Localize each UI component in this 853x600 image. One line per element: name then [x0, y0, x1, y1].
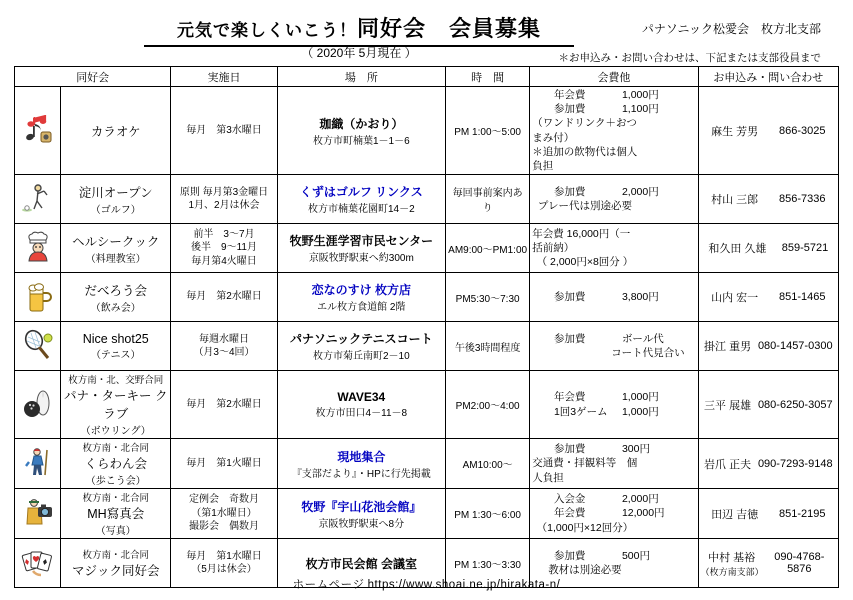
club-fee-label: 年会費 [553, 89, 586, 101]
club-fee-amount: コート代見合い [611, 347, 685, 360]
club-fee-line [532, 390, 695, 404]
club-fee-line [532, 116, 695, 144]
club-icon-cell [15, 273, 61, 322]
club-fee-amount: 1,000円 [621, 89, 659, 101]
club-date-cell [171, 371, 277, 439]
contact-person [711, 506, 758, 522]
club-place-name: パナソニックテニスコート [289, 332, 433, 347]
contact-phone: 851-1465 [779, 291, 826, 304]
club-date-line: 毎月 第1火曜日 [186, 457, 262, 469]
club-place-name: 牧野『宇山花池会館』 [301, 499, 422, 514]
club-name: だべろう会 [84, 283, 147, 298]
club-name-sub: （料理教室） [85, 253, 146, 265]
club-place-address: 枚方市田口4－11－8 [315, 408, 408, 420]
contact-row [701, 338, 836, 354]
club-date-line: 毎月 第3水曜日 [186, 124, 262, 136]
club-place-cell [277, 371, 445, 439]
contact-name: 岩爪 正夫 [704, 458, 752, 471]
club-place-address: 枚方市町楠葉1－1－6 [312, 135, 410, 147]
contact-name: 掛江 重男 [704, 341, 752, 354]
club-icon-cell [15, 224, 61, 273]
organization-name: パナソニック松愛会 枚方北支部 [641, 22, 821, 36]
club-name-prefix: 枚方南・北合同 [82, 493, 149, 505]
club-icon-cell [15, 322, 61, 371]
club-fee-label: 年会費 [553, 507, 586, 520]
club-fee-line [532, 506, 695, 520]
club-fee-amount [644, 145, 696, 173]
club-date-line: （月3～4回） [193, 347, 255, 359]
club-icon-cell [15, 489, 61, 539]
club-date-cell [171, 175, 277, 224]
contact-row [701, 289, 836, 305]
table-row [15, 439, 839, 489]
contact-row [701, 191, 836, 207]
club-contact-cell [698, 489, 838, 539]
contact-person [711, 123, 758, 139]
club-name-prefix: 枚方南・北合同 [82, 443, 149, 455]
contact-row [701, 506, 836, 522]
table-row [15, 175, 839, 224]
club-time-cell [446, 175, 530, 224]
contact-phone: 859-5721 [781, 242, 829, 255]
club-place-address: 京阪牧野駅東へ8分 [318, 518, 405, 530]
club-fee-cell [530, 273, 698, 322]
club-contact-cell [698, 87, 838, 175]
club-fee-label: プレー代は別途必要 [537, 200, 632, 213]
club-fee-cell [530, 322, 698, 371]
club-fee-amount: 3,800円 [621, 290, 659, 303]
club-place-cell [277, 273, 445, 322]
club-fee-amount: ボール代 [621, 332, 664, 345]
club-date-cell [171, 273, 277, 322]
club-fee-label: 参加費 [553, 443, 586, 456]
club-date-line: 毎週水曜日 [199, 333, 249, 345]
club-icon-cell [15, 175, 61, 224]
club-fee-amount [638, 199, 690, 213]
club-time-cell [446, 224, 530, 273]
contact-row [701, 240, 836, 256]
contact-person [704, 338, 751, 354]
hiker-icon [17, 445, 58, 482]
contact-person [704, 456, 751, 472]
club-fee-label: （ 2,000円×8回分 ） [536, 256, 634, 269]
contact-person [711, 191, 758, 207]
club-place-name: WAVE34 [337, 390, 386, 405]
club-contact-cell [698, 439, 838, 489]
club-place-name: 枚方市民会館 会議室 [305, 556, 417, 571]
club-fee-label: 年会費 16,000円（一括前納） [532, 227, 631, 254]
club-fee-cell [530, 489, 698, 539]
club-time-cell [446, 489, 530, 539]
club-name: カラオケ [90, 124, 141, 139]
club-place-cell [277, 489, 445, 539]
club-fee-label: 参加費 [553, 103, 586, 116]
club-date-line: （5月は休会） [191, 564, 257, 576]
club-fee-line [532, 346, 695, 360]
contact-phone: 080-1457-0300 [757, 340, 833, 353]
table-row [15, 224, 839, 273]
club-time: PM 1:30～6:00 [454, 510, 521, 522]
contact-row [701, 397, 836, 413]
contact-person [701, 549, 763, 578]
beer-icon [17, 279, 58, 316]
table-row [15, 273, 839, 322]
club-fee-amount: 2,000円 [621, 185, 659, 198]
column-header-contact: お申込み・問い合わせ [698, 67, 838, 87]
club-place-cell [277, 224, 445, 273]
contact-phone: 856-7336 [779, 193, 826, 206]
club-date-line: 1月、2月は休会 [188, 200, 260, 212]
column-header-date: 実施日 [171, 67, 277, 87]
club-name-cell [61, 87, 171, 175]
club-place-name: 珈織（かおり） [319, 116, 404, 131]
club-time-cell [446, 371, 530, 439]
contact-name: 村山 三郎 [711, 194, 759, 207]
club-name-cell [61, 175, 171, 224]
contact-name: 山内 宏一 [711, 292, 759, 305]
club-name: マジック同好会 [71, 564, 160, 579]
club-fee-label [543, 346, 605, 360]
club-date-cell [171, 439, 277, 489]
club-place-name: 恋なのすけ 枚方店 [311, 283, 411, 298]
contact-name: 三平 展雄 [704, 399, 752, 412]
contact-row [701, 123, 836, 139]
club-time-cell [446, 322, 530, 371]
table-row [15, 371, 839, 439]
club-fee-line [532, 199, 695, 213]
club-time: 午後3時間程度 [454, 342, 521, 354]
page-title [134, 12, 584, 43]
club-contact-cell [698, 371, 838, 439]
club-date-cell [171, 87, 277, 175]
chef-icon [17, 230, 58, 267]
club-name-cell [61, 322, 171, 371]
club-place-name: くずはゴルフ リンクス [299, 185, 423, 200]
table-row [15, 322, 839, 371]
club-name-sub: （写真） [95, 526, 136, 538]
club-name-cell [61, 273, 171, 322]
as-of-date: （ 2020年 5月現在 ） [301, 46, 417, 60]
music-notes-icon [17, 112, 58, 149]
club-time: AM9:00～PM1:00 [448, 244, 528, 256]
club-fee-cell [530, 224, 698, 273]
club-fee-label: 教材は別途必要 [548, 564, 622, 577]
contact-person [704, 397, 751, 413]
club-fee-line [532, 332, 695, 346]
club-date-cell [171, 224, 277, 273]
club-fee-label: （1,000円×12回分） [536, 521, 634, 534]
club-fee-amount [644, 456, 696, 484]
title-block [134, 12, 584, 47]
club-contact-cell [698, 224, 838, 273]
footer [0, 576, 853, 592]
club-fee-label: 参加費 [553, 290, 586, 303]
club-fee-line [532, 521, 695, 535]
contact-row [701, 456, 836, 472]
club-place-address: 『支部だより』・HPに行先掲載 [291, 468, 431, 480]
contact-phone: 090-7293-9148 [757, 457, 833, 470]
club-fee-label: 入会金 [553, 493, 586, 506]
club-place-address: エル枚方食道館 2階 [317, 302, 406, 314]
table-row [15, 87, 839, 175]
club-fee-cell [530, 371, 698, 439]
club-fee-label: 交通費・拝観料等 個人負担 [532, 457, 638, 484]
application-note: ＊お申込み・お問い合わせは、下記または支部役員まで [558, 52, 821, 64]
contact-name: 田辺 吉徳 [711, 508, 759, 521]
club-fee-amount: 12,000円 [621, 507, 665, 520]
club-fee-amount: 1,000円 [621, 391, 659, 404]
club-fee-amount [644, 227, 696, 255]
club-fee-line [532, 102, 695, 116]
club-fee-cell [530, 439, 698, 489]
club-date-cell [171, 489, 277, 539]
club-place-address: 京阪牧野駅東へ約300m [308, 253, 414, 265]
club-place-cell [277, 439, 445, 489]
club-place-address: 枚方市菊丘南町2－10 [312, 351, 410, 363]
club-date-line: 毎月 第1水曜日 [186, 550, 262, 562]
club-name-cell [61, 224, 171, 273]
contact-name: 和久田 久雄 [708, 243, 767, 256]
contact-phone: 090-4768-5876 [774, 551, 825, 576]
club-time-cell [446, 439, 530, 489]
club-time: PM2:00～4:00 [455, 401, 520, 413]
club-time: 毎回事前案内あり [452, 188, 523, 215]
club-fee-label: 参加費 [553, 185, 586, 198]
contact-name-sub: （枚方南支部） [700, 566, 764, 577]
club-fee-line [532, 492, 695, 506]
club-fee-line [532, 227, 695, 255]
club-name: Nice shot25 [82, 331, 149, 346]
club-place-cell [277, 87, 445, 175]
contact-name: 中村 基裕 [708, 551, 756, 564]
club-time-cell [446, 273, 530, 322]
club-name-cell [61, 371, 171, 439]
club-fee-label: ＊追加の飲物代は個人負担 [532, 145, 638, 172]
clubs-table [14, 66, 839, 588]
club-contact-cell [698, 273, 838, 322]
club-place-cell [277, 322, 445, 371]
contact-row [701, 549, 836, 578]
club-date-line: 前半 3～7月 [193, 228, 255, 240]
club-fee-amount [639, 521, 691, 535]
club-fee-line [532, 88, 695, 102]
table-header-row [15, 67, 839, 87]
column-header-club: 同好会 [15, 67, 171, 87]
club-time-cell [446, 87, 530, 175]
club-fee-label: 参加費 [553, 332, 586, 345]
club-name-cell [61, 489, 171, 539]
club-fee-label: 年会費 [553, 391, 586, 404]
club-time: PM 1:00～5:00 [454, 127, 521, 139]
club-date-line: 撮影会 偶数月 [189, 521, 259, 533]
table-body [15, 87, 839, 588]
club-date-line: （第1水曜日） [191, 507, 257, 519]
golf-icon [17, 181, 58, 218]
club-date-line: 原則 毎月第3金曜日 [179, 186, 269, 198]
club-date-cell [171, 322, 277, 371]
club-time: AM10:00～ [462, 460, 513, 472]
homepage-label: ホームページ [292, 579, 365, 591]
column-header-fee: 会費他 [530, 67, 698, 87]
club-date-line: 毎月 第2水曜日 [186, 291, 262, 303]
club-place-cell [277, 175, 445, 224]
club-fee-line [532, 405, 695, 419]
club-contact-cell [698, 175, 838, 224]
club-fee-cell [530, 87, 698, 175]
contact-phone: 080-6250-3057 [757, 398, 833, 411]
club-name: 淀川オープン [78, 185, 153, 200]
title-main: 同好会 会員募集 [356, 17, 541, 42]
club-date-line: 定例会 奇数月 [189, 494, 259, 506]
club-fee-line [532, 185, 695, 199]
club-place-address: 枚方市楠葉花園町14－2 [307, 204, 415, 216]
club-date-line: 後半 9～11月 [191, 242, 257, 254]
bowling-icon [17, 386, 58, 423]
club-fee-line [532, 456, 695, 484]
club-name: MH寫真会 [87, 507, 145, 522]
club-name-prefix: 枚方南・北合同 [82, 550, 149, 562]
club-time: PM5:30～7:30 [455, 293, 520, 305]
club-date-line: 毎月第4火曜日 [191, 255, 257, 267]
club-fee-amount [639, 255, 691, 269]
contact-name: 麻生 芳男 [711, 125, 759, 138]
club-fee-amount: 1,000円 [621, 405, 659, 418]
club-name-sub: （歩こう会） [85, 476, 146, 488]
club-name-sub: （飲み会） [90, 302, 141, 314]
club-name: くらわん会 [84, 457, 147, 472]
homepage-url[interactable]: https://www.shoai.ne.jp/hirakata-n/ [367, 579, 561, 591]
column-header-time: 時 間 [446, 67, 530, 87]
club-icon-cell [15, 87, 61, 175]
club-fee-amount: 2,000円 [621, 493, 659, 506]
club-fee-line [532, 549, 695, 563]
club-fee-line [532, 290, 695, 304]
club-fee-amount: 300円 [621, 443, 650, 456]
club-fee-cell [530, 175, 698, 224]
contact-person [708, 240, 766, 256]
club-name: パナ・ターキー クラブ [64, 389, 168, 422]
club-fee-line [532, 255, 695, 269]
contact-person [711, 289, 758, 305]
club-fee-line [532, 145, 695, 173]
club-fee-label: 参加費 [553, 549, 586, 562]
club-place-name: 現地集合 [337, 449, 386, 464]
club-icon-cell [15, 439, 61, 489]
club-name-prefix: 枚方南・北、交野合同 [68, 375, 164, 387]
club-name-cell [61, 439, 171, 489]
column-header-place: 場 所 [277, 67, 445, 87]
club-contact-cell [698, 322, 838, 371]
table-row [15, 489, 839, 539]
contact-phone: 851-2195 [779, 507, 826, 520]
club-fee-amount: 500円 [621, 549, 650, 562]
club-fee-amount [644, 116, 696, 144]
club-icon-cell [15, 371, 61, 439]
club-name: ヘルシークック [72, 234, 160, 249]
contact-phone: 866-3025 [779, 124, 826, 137]
club-fee-label: 1回3ゲーム [553, 405, 608, 418]
club-fee-line [532, 442, 695, 456]
club-fee-amount: 1,100円 [621, 103, 659, 116]
title-lead: 元気で楽しくいこう！ [176, 21, 357, 41]
club-date-line: 毎月 第2水曜日 [186, 398, 262, 410]
club-name-sub: （テニス） [90, 349, 141, 361]
club-time: PM 1:30～3:30 [454, 559, 521, 571]
club-name-sub: （ボウリング） [80, 426, 151, 438]
club-name-sub: （ゴルフ） [90, 204, 141, 216]
document-header [14, 6, 839, 64]
tennis-icon [17, 328, 58, 365]
camera-icon [17, 495, 58, 532]
club-fee-label: （ワンドリンク＋おつまみ付） [532, 117, 637, 144]
club-place-name: 牧野生涯学習市民センター [289, 234, 434, 249]
